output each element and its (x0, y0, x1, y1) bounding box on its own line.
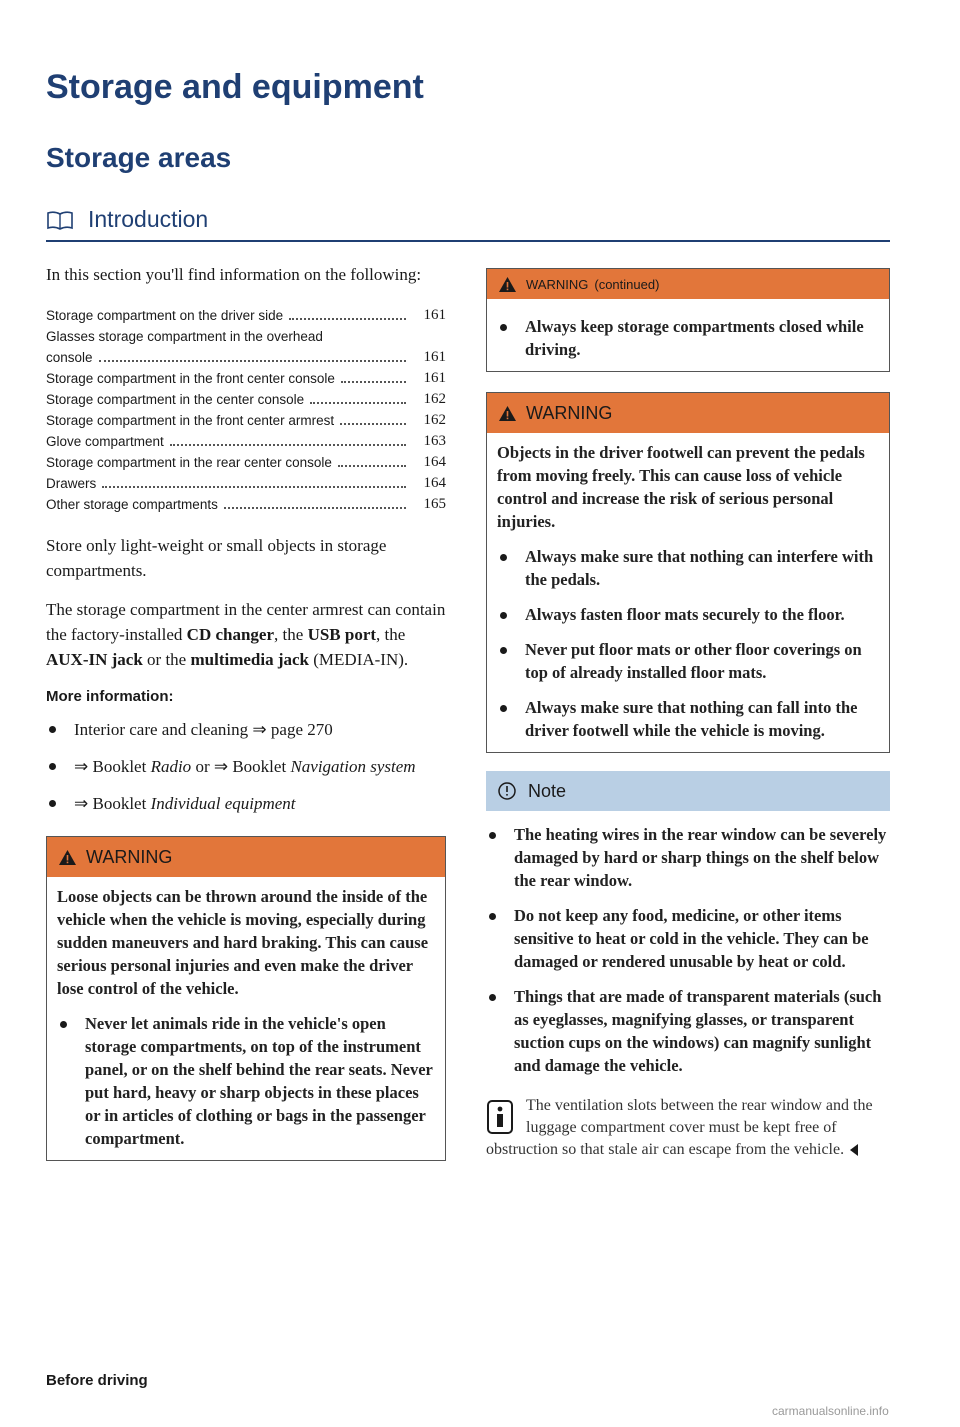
note-body (486, 823, 890, 1077)
info-tip-icon (486, 1099, 514, 1135)
storage-note-text: Store only light-weight or small objects in storage compartments. (46, 536, 387, 580)
warning-bullet: Always keep storage compartments closed while driving. (497, 315, 881, 361)
warning-box (46, 836, 446, 1161)
intro-heading (46, 206, 208, 233)
toc-row[interactable]: Glove compartment 163 (46, 433, 446, 449)
more-info-heading: More information: (46, 688, 174, 705)
warning-triangle-icon (499, 406, 516, 421)
warning-bullet: Never let animals ride in the vehicle's open storage compartments, on top of the instrument panel, or on the shelf behind the rear seats. Never put hard, heavy or sharp objects in these places or in articles of clothing or bags in the passenger compartment. (57, 1012, 437, 1150)
note-title: Note (528, 780, 567, 801)
armrest-text: The storage compartment in the center armrest can contain the factory-installed CD changer, the USB port, the AUX-IN jack or the multimedia jack (MEDIA-IN). (46, 600, 446, 669)
toc-row[interactable]: Storage compartment on the driver side 161 (46, 307, 446, 323)
warning-text: Objects in the driver footwell can prevent the pedals from moving freely. This can cause loss of vehicle control and increase the risk of serious personal injuries. (497, 443, 865, 531)
left-column (46, 262, 446, 1161)
warning-continued-body (487, 299, 889, 371)
footer-section-label: Before driving (46, 1372, 148, 1389)
toc-row[interactable]: Drawers 164 (46, 475, 446, 491)
warning-text: Loose objects can be thrown around the inside of the vehicle when the vehicle is moving, especially during sudden maneuvers and hard braking. This can cause serious personal injuries and even make the driver lose control of the vehicle. (57, 887, 429, 998)
note-bullet: The heating wires in the rear window can be severely damaged by hard or sharp things on the shelf below the rear window. (486, 823, 890, 892)
note-bullet: Do not keep any food, medicine, or other items sensitive to heat or cold in the vehicle. They can be damaged or rendered unusable by heat or cold. (486, 904, 890, 973)
more-info-item[interactable]: ⇒ Booklet Individual equipment (46, 791, 446, 816)
warning-body (47, 877, 445, 1160)
intro-heading-label: Introduction (88, 206, 209, 232)
warning-triangle-icon (59, 850, 76, 865)
warning-bullet: Always make sure that nothing can fall into the driver footwell while the vehicle is moving. (497, 696, 881, 742)
watermark: carmanualsonline.info (772, 1404, 889, 1418)
warning-bullet: Never put floor mats or other floor coverings on top of already installed floor mats. (497, 638, 881, 684)
intro-rule (46, 240, 890, 242)
back-arrow-icon (850, 1144, 858, 1156)
tip-block (486, 1095, 890, 1161)
warning-bullet: Always fasten floor mats securely to the floor. (497, 603, 881, 626)
more-info-item[interactable]: Interior care and cleaning ⇒ page 270 (46, 717, 446, 742)
book-icon (46, 210, 74, 230)
warning-continued-header (487, 269, 889, 299)
section-title: Storage areas (46, 142, 232, 173)
warning-header (47, 837, 445, 877)
chapter-title: Storage and equipment (46, 68, 424, 106)
intro-text: In this section you'll find information on the following: (46, 265, 422, 284)
note-bullet: Things that are made of transparent materials (such as eyeglasses, magnifying glasses, or transparent suction cups on the windows) can magnify sunlight and damage the vehicle. (486, 985, 890, 1077)
toc-row[interactable]: Storage compartment in the front center console 161 (46, 370, 446, 386)
warning-continued-box (486, 268, 890, 372)
warning-body (487, 433, 889, 752)
warning-header (487, 393, 889, 433)
warning-box (486, 392, 890, 753)
info-circle-icon (498, 782, 516, 800)
warning-continued-title: WARNING (526, 276, 589, 292)
toc-row[interactable]: Storage compartment in the rear center console 164 (46, 454, 446, 470)
toc-row[interactable]: Storage compartment in the front center armrest 162 (46, 412, 446, 428)
warning-continued-suffix: (continued) (594, 276, 660, 292)
toc-row[interactable]: Glasses storage compartment in the overhead console 161 (46, 329, 446, 365)
warning-title: WARNING (86, 846, 173, 867)
warning-triangle-icon (499, 277, 516, 292)
more-info-item[interactable]: ⇒ Booklet Radio or ⇒ Booklet Navigation system (46, 754, 446, 779)
toc-row[interactable]: Storage compartment in the center console 162 (46, 391, 446, 407)
toc-row[interactable]: Other storage compartments 165 (46, 496, 446, 512)
warning-bullet: Always make sure that nothing can interfere with the pedals. (497, 545, 881, 591)
warning-title: WARNING (526, 402, 613, 423)
tip-text: The ventilation slots between the rear window and the luggage compartment cover must be kept free of obstruction so that stale air can escape from the vehicle. (486, 1097, 873, 1158)
right-column (486, 268, 890, 1161)
table-of-contents (46, 305, 446, 515)
note-header (486, 771, 890, 811)
